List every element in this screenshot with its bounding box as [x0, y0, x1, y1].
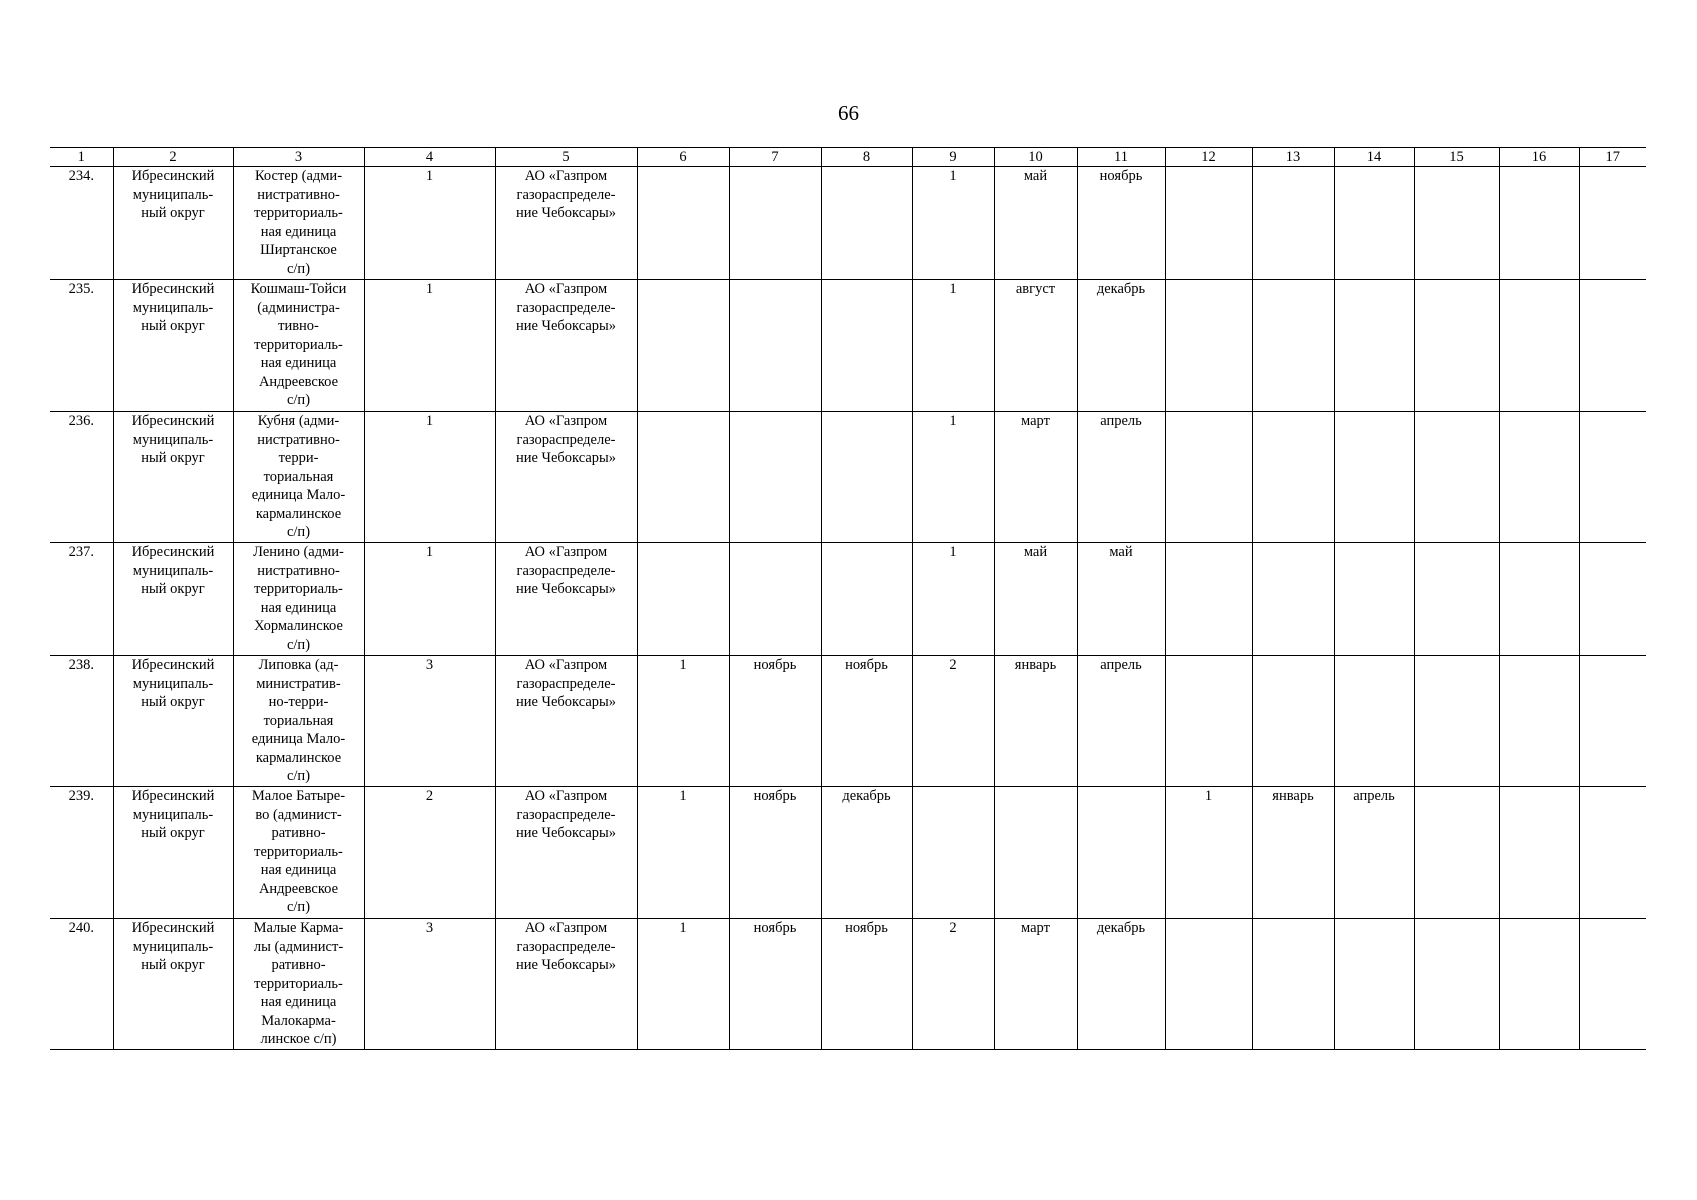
table-cell: март	[994, 919, 1077, 1050]
table-cell: ноябрь	[729, 787, 821, 919]
table-cell	[1579, 919, 1646, 1050]
table-cell	[637, 167, 729, 280]
table-cell	[1165, 656, 1252, 787]
column-header: 12	[1165, 148, 1252, 167]
column-header: 4	[364, 148, 495, 167]
table-cell	[1579, 787, 1646, 919]
organization-cell: АО «Газпром газораспределе- ние Чебоксары»	[495, 919, 637, 1050]
table-cell	[1334, 280, 1414, 412]
table-cell	[821, 280, 912, 412]
municipality-cell: Ибресинский муниципаль- ный округ	[113, 280, 233, 412]
table-cell: декабрь	[821, 787, 912, 919]
column-header: 13	[1252, 148, 1334, 167]
column-header: 5	[495, 148, 637, 167]
table-cell	[1165, 919, 1252, 1050]
row-number: 235.	[50, 280, 113, 412]
table-cell	[1252, 280, 1334, 412]
row-number: 236.	[50, 412, 113, 543]
column-header: 10	[994, 148, 1077, 167]
table-cell: 1	[637, 656, 729, 787]
table-row	[50, 543, 1646, 656]
table-cell	[729, 280, 821, 412]
table-cell	[729, 167, 821, 280]
row-number: 238.	[50, 656, 113, 787]
table-cell: 2	[912, 656, 994, 787]
organization-cell: АО «Газпром газораспределе- ние Чебоксары»	[495, 167, 637, 280]
table-cell	[912, 787, 994, 919]
table-cell: 1	[912, 412, 994, 543]
table-cell	[729, 412, 821, 543]
table-cell: ноябрь	[1077, 167, 1165, 280]
table-row	[50, 656, 1646, 787]
settlement-cell: Липовка (ад- министратив- но-терри- ториальная единица Мало- кармалинское с/п)	[233, 656, 364, 787]
row-number: 240.	[50, 919, 113, 1050]
table-cell: январь	[994, 656, 1077, 787]
table-cell	[1334, 656, 1414, 787]
table-cell	[1499, 656, 1579, 787]
table-cell	[1334, 543, 1414, 656]
table-row	[50, 167, 1646, 280]
table-cell	[821, 167, 912, 280]
settlement-cell: Ленино (адми- нистративно- территориаль- ная единица Хормалинское с/п)	[233, 543, 364, 656]
organization-cell: АО «Газпром газораспределе- ние Чебоксары»	[495, 412, 637, 543]
table-cell	[821, 412, 912, 543]
column-header: 17	[1579, 148, 1646, 167]
column-header: 1	[50, 148, 113, 167]
table-row	[50, 412, 1646, 543]
municipality-cell: Ибресинский муниципаль- ный округ	[113, 412, 233, 543]
table-cell: апрель	[1077, 412, 1165, 543]
table-cell	[637, 280, 729, 412]
table-cell	[1499, 412, 1579, 543]
table-cell: 3	[364, 919, 495, 1050]
row-number: 237.	[50, 543, 113, 656]
table-cell	[1414, 787, 1499, 919]
table-cell: май	[994, 167, 1077, 280]
table-cell: 1	[364, 543, 495, 656]
column-header: 16	[1499, 148, 1579, 167]
table-cell	[1252, 167, 1334, 280]
table-cell	[637, 412, 729, 543]
table-cell	[1579, 167, 1646, 280]
settlement-cell: Костер (адми- нистративно- территориаль- ная единица Ширтанское с/п)	[233, 167, 364, 280]
table-row	[50, 919, 1646, 1050]
settlement-cell: Кошмаш-Тойси (администра- тивно- территориаль- ная единица Андреевское с/п)	[233, 280, 364, 412]
table-cell	[1499, 280, 1579, 412]
table-cell	[1579, 656, 1646, 787]
table-cell: май	[994, 543, 1077, 656]
table-cell: 2	[364, 787, 495, 919]
table-cell	[1165, 167, 1252, 280]
column-header: 8	[821, 148, 912, 167]
table-cell: 1	[637, 919, 729, 1050]
table-cell: апрель	[1077, 656, 1165, 787]
table-cell	[637, 543, 729, 656]
table-cell	[1579, 280, 1646, 412]
settlement-cell: Малое Батыре- во (админист- ративно- территориаль- ная единица Андреевское с/п)	[233, 787, 364, 919]
page-number: 66	[838, 101, 859, 125]
table-cell	[1252, 412, 1334, 543]
table-cell	[1579, 543, 1646, 656]
organization-cell: АО «Газпром газораспределе- ние Чебоксары»	[495, 787, 637, 919]
table-cell: 2	[912, 919, 994, 1050]
table-cell	[1414, 412, 1499, 543]
table-cell: 1	[364, 280, 495, 412]
table-cell	[1414, 167, 1499, 280]
table-cell	[1165, 543, 1252, 656]
table-cell: ноябрь	[729, 656, 821, 787]
column-number-header-row	[50, 148, 1646, 167]
table-cell: август	[994, 280, 1077, 412]
column-header: 2	[113, 148, 233, 167]
table-cell	[1077, 787, 1165, 919]
gasification-schedule-table	[50, 147, 1646, 1050]
column-header: 3	[233, 148, 364, 167]
table-cell	[1252, 919, 1334, 1050]
table-cell: 1	[364, 412, 495, 543]
table-cell: 1	[364, 167, 495, 280]
column-header: 6	[637, 148, 729, 167]
column-header: 11	[1077, 148, 1165, 167]
row-number: 234.	[50, 167, 113, 280]
table-cell: май	[1077, 543, 1165, 656]
table-cell: декабрь	[1077, 280, 1165, 412]
table-cell	[1414, 280, 1499, 412]
table-cell: март	[994, 412, 1077, 543]
table-cell	[1165, 412, 1252, 543]
table-cell	[1334, 412, 1414, 543]
column-header: 14	[1334, 148, 1414, 167]
table-cell: 1	[912, 543, 994, 656]
table-cell: январь	[1252, 787, 1334, 919]
table-cell: 1	[912, 167, 994, 280]
municipality-cell: Ибресинский муниципаль- ный округ	[113, 656, 233, 787]
table-cell	[729, 543, 821, 656]
table-cell	[1499, 919, 1579, 1050]
table-cell	[1414, 919, 1499, 1050]
organization-cell: АО «Газпром газораспределе- ние Чебоксары»	[495, 280, 637, 412]
table-cell	[1579, 412, 1646, 543]
table-cell: декабрь	[1077, 919, 1165, 1050]
municipality-cell: Ибресинский муниципаль- ный округ	[113, 167, 233, 280]
row-number: 239.	[50, 787, 113, 919]
table-cell: 1	[912, 280, 994, 412]
column-header: 9	[912, 148, 994, 167]
table-cell	[1499, 543, 1579, 656]
table-cell	[994, 787, 1077, 919]
municipality-cell: Ибресинский муниципаль- ный округ	[113, 543, 233, 656]
table-cell	[1414, 543, 1499, 656]
table-cell	[1414, 656, 1499, 787]
organization-cell: АО «Газпром газораспределе- ние Чебоксары»	[495, 543, 637, 656]
table-row	[50, 787, 1646, 919]
table-cell: ноябрь	[821, 919, 912, 1050]
table-cell	[1252, 656, 1334, 787]
table-cell: 3	[364, 656, 495, 787]
column-header: 15	[1414, 148, 1499, 167]
settlement-cell: Кубня (адми- нистративно- терри- ториальная единица Мало- кармалинское с/п)	[233, 412, 364, 543]
column-header: 7	[729, 148, 821, 167]
table-cell	[1334, 919, 1414, 1050]
table-row	[50, 280, 1646, 412]
table-cell	[1499, 167, 1579, 280]
table-cell	[1499, 787, 1579, 919]
table-cell	[821, 543, 912, 656]
table-cell: ноябрь	[821, 656, 912, 787]
table-cell: ноябрь	[729, 919, 821, 1050]
settlement-cell: Малые Карма- лы (админист- ративно- территориаль- ная единица Малокарма- линское с/п)	[233, 919, 364, 1050]
table-cell	[1165, 280, 1252, 412]
table-cell	[1252, 543, 1334, 656]
table-cell: апрель	[1334, 787, 1414, 919]
municipality-cell: Ибресинский муниципаль- ный округ	[113, 787, 233, 919]
table-cell: 1	[1165, 787, 1252, 919]
table-cell: 1	[637, 787, 729, 919]
organization-cell: АО «Газпром газораспределе- ние Чебоксары»	[495, 656, 637, 787]
table-cell	[1334, 167, 1414, 280]
municipality-cell: Ибресинский муниципаль- ный округ	[113, 919, 233, 1050]
